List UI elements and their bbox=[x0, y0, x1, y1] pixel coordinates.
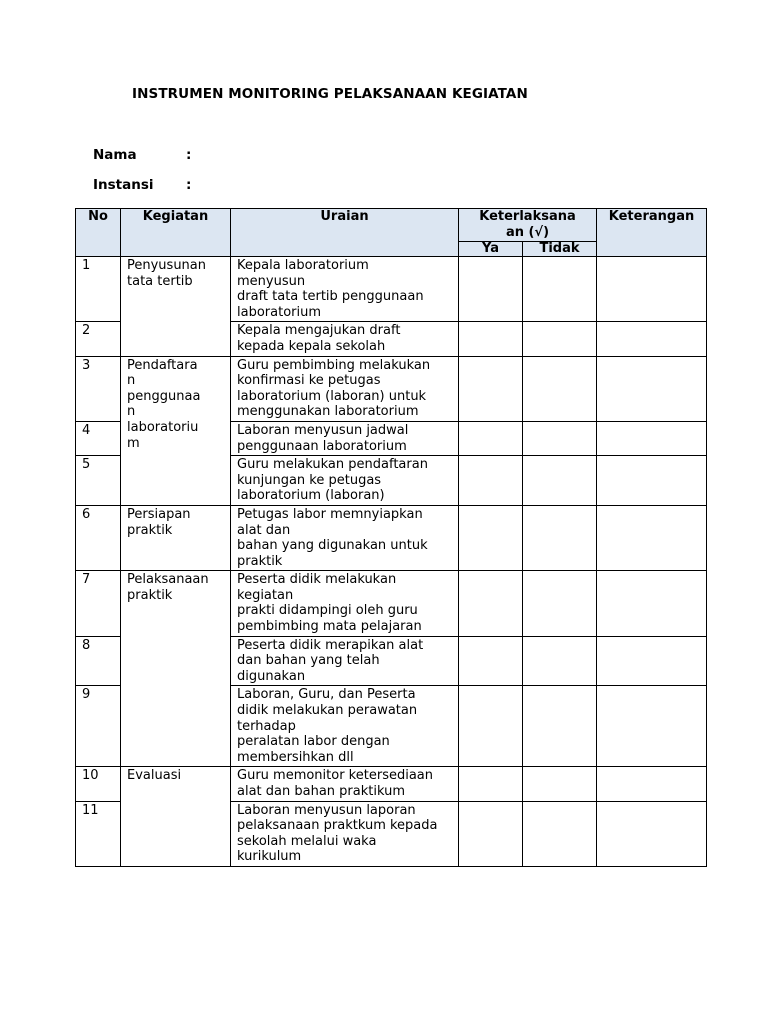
monitoring-table bbox=[75, 208, 707, 867]
row-no: 10 bbox=[76, 767, 121, 801]
tidak-cell[interactable] bbox=[523, 257, 597, 322]
field-instansi bbox=[93, 177, 192, 193]
tidak-cell[interactable] bbox=[523, 505, 597, 570]
ya-cell[interactable] bbox=[459, 322, 523, 356]
kegiatan-cell: Penyusunan tata tertib bbox=[121, 257, 231, 357]
tidak-cell[interactable] bbox=[523, 571, 597, 636]
table-row bbox=[76, 767, 707, 801]
tidak-cell[interactable] bbox=[523, 456, 597, 506]
row-no: 8 bbox=[76, 636, 121, 686]
tidak-cell[interactable] bbox=[523, 686, 597, 767]
field-nama-colon: : bbox=[186, 147, 192, 163]
row-no: 5 bbox=[76, 456, 121, 506]
row-no: 9 bbox=[76, 686, 121, 767]
ya-cell[interactable] bbox=[459, 505, 523, 570]
keterangan-cell[interactable] bbox=[597, 322, 707, 356]
uraian-cell: Peserta didik merapikan alat dan bahan yang telah digunakan bbox=[231, 636, 459, 686]
ya-cell[interactable] bbox=[459, 356, 523, 421]
table-row bbox=[76, 571, 707, 636]
ya-cell[interactable] bbox=[459, 421, 523, 455]
ya-cell[interactable] bbox=[459, 767, 523, 801]
uraian-cell: Laboran, Guru, dan Peserta didik melakukan perawatan terhadap peralatan labor dengan membersihkan dll bbox=[231, 686, 459, 767]
table-row bbox=[76, 505, 707, 570]
keterangan-cell[interactable] bbox=[597, 767, 707, 801]
row-no: 4 bbox=[76, 421, 121, 455]
table-row bbox=[76, 356, 707, 421]
tidak-cell[interactable] bbox=[523, 636, 597, 686]
tidak-cell[interactable] bbox=[523, 801, 597, 866]
uraian-cell: Peserta didik melakukan kegiatan prakti didampingi oleh guru pembimbing mata pelajaran bbox=[231, 571, 459, 636]
kegiatan-cell: Persiapan praktik bbox=[121, 505, 231, 570]
row-no: 7 bbox=[76, 571, 121, 636]
keterangan-cell[interactable] bbox=[597, 257, 707, 322]
tidak-cell[interactable] bbox=[523, 356, 597, 421]
keterangan-cell[interactable] bbox=[597, 505, 707, 570]
ya-cell[interactable] bbox=[459, 801, 523, 866]
uraian-cell: Kepala mengajukan draft kepada kepala sekolah bbox=[231, 322, 459, 356]
ya-cell[interactable] bbox=[459, 571, 523, 636]
ya-cell[interactable] bbox=[459, 636, 523, 686]
tidak-cell[interactable] bbox=[523, 322, 597, 356]
kegiatan-cell: Evaluasi bbox=[121, 767, 231, 867]
field-nama-label: Nama bbox=[93, 147, 137, 163]
ya-cell[interactable] bbox=[459, 456, 523, 506]
row-no: 6 bbox=[76, 505, 121, 570]
document-title: INSTRUMEN MONITORING PELAKSANAAN KEGIATAN bbox=[132, 86, 528, 102]
uraian-cell: Laboran menyusun jadwal penggunaan laboratorium bbox=[231, 421, 459, 455]
header-tidak: Tidak bbox=[523, 242, 597, 257]
field-instansi-colon: : bbox=[186, 177, 192, 193]
kegiatan-cell: Pendaftara n penggunaa n laboratoriu m bbox=[121, 356, 231, 505]
keterangan-cell[interactable] bbox=[597, 356, 707, 421]
header-keterangan: Keterangan bbox=[597, 209, 707, 257]
ya-cell[interactable] bbox=[459, 257, 523, 322]
ya-cell[interactable] bbox=[459, 686, 523, 767]
table-row bbox=[76, 257, 707, 322]
row-no: 11 bbox=[76, 801, 121, 866]
row-no: 2 bbox=[76, 322, 121, 356]
kegiatan-cell: Pelaksanaan praktik bbox=[121, 571, 231, 767]
keterangan-cell[interactable] bbox=[597, 686, 707, 767]
keterangan-cell[interactable] bbox=[597, 571, 707, 636]
field-instansi-label: Instansi bbox=[93, 177, 154, 193]
tidak-cell[interactable] bbox=[523, 767, 597, 801]
header-kegiatan: Kegiatan bbox=[121, 209, 231, 257]
row-no: 3 bbox=[76, 356, 121, 421]
uraian-cell: Petugas labor memnyiapkan alat dan bahan yang digunakan untuk praktik bbox=[231, 505, 459, 570]
field-nama bbox=[93, 147, 192, 163]
uraian-cell: Laboran menyusun laporan pelaksanaan praktkum kepada sekolah melalui waka kurikulum bbox=[231, 801, 459, 866]
uraian-cell: Guru pembimbing melakukan konfirmasi ke petugas laboratorium (laboran) untuk menggunakan laboratorium bbox=[231, 356, 459, 421]
row-no: 1 bbox=[76, 257, 121, 322]
keterangan-cell[interactable] bbox=[597, 636, 707, 686]
uraian-cell: Guru melakukan pendaftaran kunjungan ke petugas laboratorium (laboran) bbox=[231, 456, 459, 506]
header-no: No bbox=[76, 209, 121, 257]
keterangan-cell[interactable] bbox=[597, 456, 707, 506]
uraian-cell: Kepala laboratorium menyusun draft tata tertib penggunaan laboratorium bbox=[231, 257, 459, 322]
tidak-cell[interactable] bbox=[523, 421, 597, 455]
keterangan-cell[interactable] bbox=[597, 421, 707, 455]
header-ya: Ya bbox=[459, 242, 523, 257]
header-keterlaksanaan: Keterlaksana an (√) bbox=[459, 209, 597, 242]
header-uraian: Uraian bbox=[231, 209, 459, 257]
uraian-cell: Guru memonitor ketersediaan alat dan bahan praktikum bbox=[231, 767, 459, 801]
keterangan-cell[interactable] bbox=[597, 801, 707, 866]
